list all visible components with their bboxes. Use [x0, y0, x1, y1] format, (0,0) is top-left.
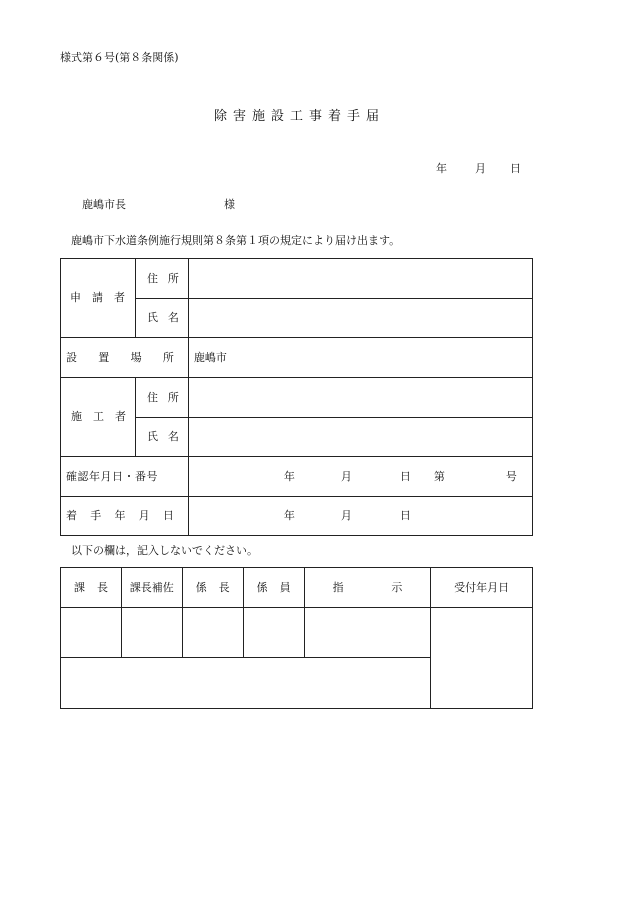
addressee-honorific: 様 [224, 198, 235, 211]
header-subsection-chief [182, 568, 243, 608]
applicant-name-label-char: 名 [167, 311, 179, 324]
office-use-note: 以下の欄は，記入しないでください。 [71, 544, 258, 557]
contractor-label [61, 410, 135, 424]
confirm-field[interactable] [188, 457, 532, 497]
start-label-char: 月 [138, 509, 150, 522]
contractor-address-label-char: 所 [167, 390, 179, 404]
confirm-number-suffix: 号 [505, 469, 517, 483]
location-label-cell [61, 338, 189, 378]
confirm-day-label: 日 [399, 469, 411, 483]
header-section-chief-char: 課 [74, 580, 85, 594]
header-staff [243, 568, 304, 608]
applicant-address-field[interactable] [188, 259, 532, 299]
header-staff-char: 員 [279, 580, 291, 594]
office-use-table [60, 567, 533, 709]
applicant-label-char: 者 [113, 291, 125, 304]
reception-date-field[interactable] [431, 608, 533, 709]
contractor-address-label [136, 391, 188, 405]
header-instruction-char: 示 [391, 580, 403, 594]
location-field[interactable] [188, 338, 532, 378]
contractor-label-char: 者 [114, 410, 126, 423]
header-subsection-chief-char: 係 [195, 580, 207, 594]
confirm-label: 確認年月日・番号 [66, 469, 158, 483]
remarks-field[interactable] [61, 658, 431, 709]
contractor-label-cell [61, 378, 136, 457]
header-staff-char: 係 [256, 580, 268, 594]
contractor-name-label-char: 氏 [146, 430, 158, 443]
start-year-label: 年 [283, 509, 295, 522]
statement: 鹿嶋市下水道条例施行規則第８条第１項の規定により届け出ます。 [71, 234, 401, 247]
seal-subsection-chief[interactable] [182, 608, 243, 658]
confirm-month-label: 月 [340, 469, 352, 483]
contractor-label-char: 工 [92, 410, 104, 423]
confirm-year-label: 年 [283, 469, 295, 483]
location-label [61, 351, 188, 365]
applicant-label-char: 請 [91, 291, 103, 304]
application-table [60, 258, 533, 536]
location-label-char: 設 [66, 350, 77, 364]
location-label-char: 所 [162, 350, 174, 364]
confirm-label-cell [61, 457, 189, 497]
start-label-cell [61, 497, 189, 536]
confirm-number-prefix: 第 [433, 469, 445, 483]
applicant-label-cell [61, 259, 136, 338]
form-number: 様式第６号(第８条関係) [60, 51, 179, 64]
applicant-label-char: 申 [70, 291, 81, 304]
date-day-label: 日 [510, 162, 521, 175]
header-subsection-chief-char: 長 [218, 580, 230, 594]
location-value: 鹿嶋市 [193, 350, 227, 364]
applicant-name-field[interactable] [188, 299, 532, 338]
start-day-label: 日 [399, 509, 411, 522]
seal-staff[interactable] [243, 608, 304, 658]
applicant-address-label-cell [135, 259, 188, 299]
start-field[interactable] [188, 497, 532, 536]
applicant-name-label-char: 氏 [146, 311, 158, 324]
contractor-name-label-char: 名 [167, 430, 179, 443]
header-assistant-chief: 課長補佐 [121, 568, 182, 608]
form-title: 除害施設工事着手届 [214, 109, 386, 124]
applicant-address-label-char: 所 [167, 271, 179, 285]
contractor-name-field[interactable] [188, 418, 532, 457]
contractor-address-field[interactable] [188, 378, 532, 418]
contractor-name-label [136, 430, 188, 444]
header-section-chief-char: 長 [96, 580, 108, 594]
date-month-label: 月 [475, 162, 486, 175]
location-label-char: 置 [98, 350, 110, 364]
contractor-address-label-cell [135, 378, 188, 418]
seal-assistant-chief[interactable] [121, 608, 182, 658]
start-label-char: 日 [162, 509, 174, 522]
contractor-address-label-char: 住 [146, 390, 158, 404]
start-label-char: 手 [90, 509, 102, 522]
applicant-name-label [136, 311, 188, 325]
header-instruction [304, 568, 431, 608]
date-year-label: 年 [436, 162, 447, 175]
seal-section-chief[interactable] [61, 608, 122, 658]
start-label [61, 509, 188, 523]
applicant-label [61, 291, 135, 305]
seal-instruction[interactable] [304, 608, 431, 658]
start-label-char: 着 [66, 509, 77, 522]
contractor-name-label-cell [135, 418, 188, 457]
header-reception-date: 受付年月日 [431, 568, 533, 608]
applicant-name-label-cell [135, 299, 188, 338]
location-label-char: 場 [130, 350, 142, 364]
start-month-label: 月 [340, 509, 352, 522]
addressee: 鹿嶋市長 [82, 198, 126, 211]
contractor-label-char: 施 [71, 410, 82, 423]
header-section-chief [61, 568, 122, 608]
applicant-address-label-char: 住 [146, 271, 158, 285]
applicant-address-label [136, 272, 188, 286]
start-label-char: 年 [114, 509, 126, 522]
header-instruction-char: 指 [332, 580, 344, 594]
